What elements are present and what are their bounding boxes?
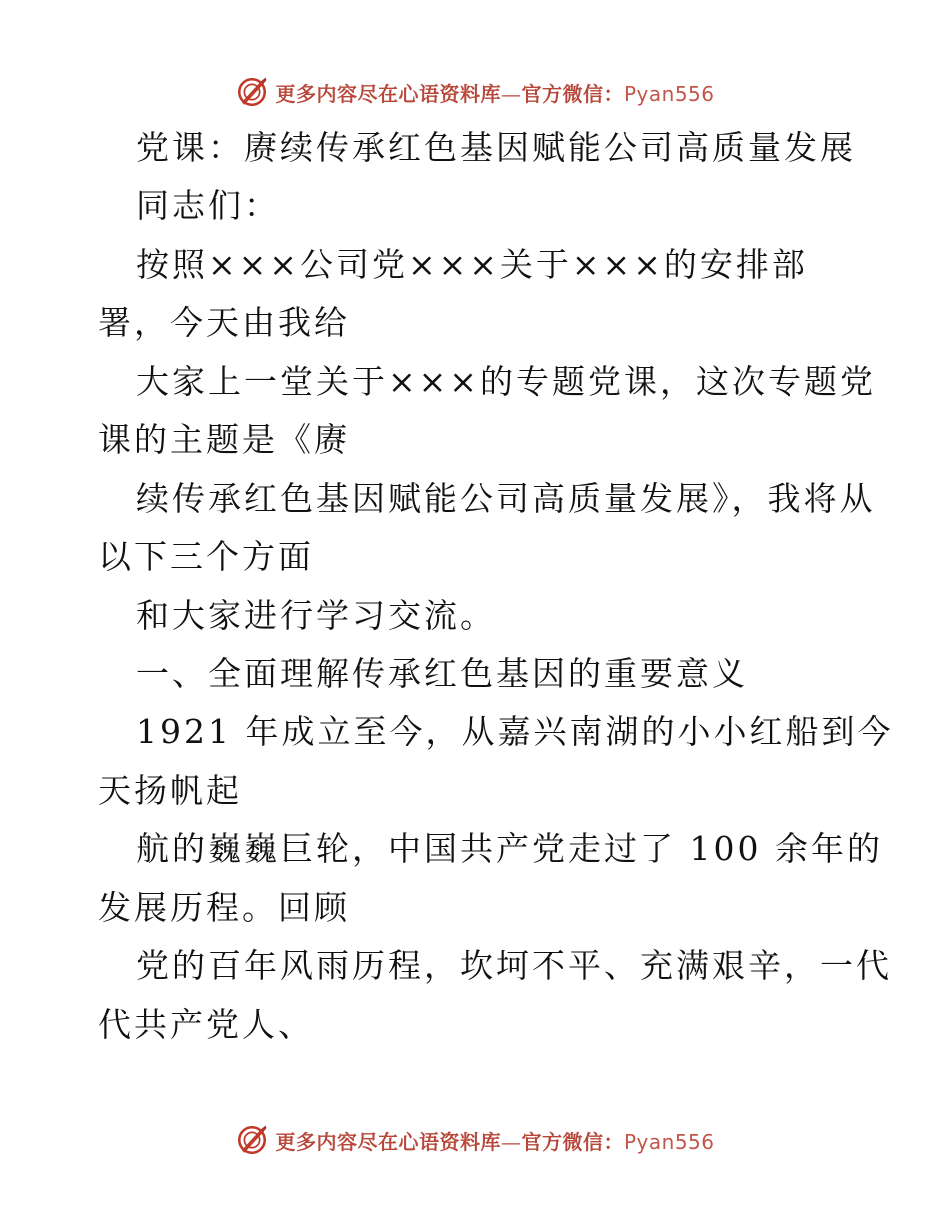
quill-pen-logo-icon [235, 1123, 269, 1157]
paragraph-line: 续传承红色基因赋能公司高质量发展》，我将从 [136, 479, 876, 518]
watermark-text [275, 1126, 714, 1155]
paragraph-line: 发展历程。回顾 [98, 888, 350, 927]
watermark-text [275, 78, 714, 107]
paragraph-line: 天扬帆起 [98, 771, 242, 810]
header-watermark [0, 72, 950, 112]
paragraph-line: 课的主题是《赓 [98, 420, 350, 459]
watermark-wechat-id: Pyan556 [623, 81, 715, 106]
watermark-separator: — [500, 1129, 522, 1154]
watermark-site-text: 更多内容尽在心语资料库 [275, 81, 501, 106]
paragraph-line: 和大家进行学习交流。 [136, 596, 496, 635]
watermark-site-text: 更多内容尽在心语资料库 [275, 1129, 501, 1154]
paragraph-line: 以下三个方面 [98, 537, 314, 576]
document-title: 党课：赓续传承红色基因赋能公司高质量发展 [136, 128, 856, 167]
paragraph-line: 航的巍巍巨轮，中国共产党走过了 100 余年的 [136, 829, 883, 868]
paragraph-line: 署，今天由我给 [98, 303, 350, 342]
paragraph-line: 党的百年风雨历程，坎坷不平、充满艰辛，一代 [136, 946, 892, 985]
watermark-wechat-label: 官方微信： [521, 81, 624, 106]
footer-watermark [0, 1120, 950, 1160]
paragraph-line: 按照×××公司党×××关于×××的安排部 [136, 245, 808, 284]
watermark-separator: — [500, 81, 522, 106]
quill-pen-logo-icon [235, 75, 269, 109]
watermark-wechat-label: 官方微信： [521, 1129, 624, 1154]
salutation: 同志们： [136, 186, 280, 225]
paragraph-line: 代共产党人、 [98, 1005, 314, 1044]
paragraph-line: 1921 年成立至今，从嘉兴南湖的小小红船到今 [136, 712, 894, 751]
section-heading: 一、全面理解传承红色基因的重要意义 [136, 654, 748, 693]
watermark-wechat-id: Pyan556 [623, 1129, 715, 1154]
paragraph-line: 大家上一堂关于×××的专题党课，这次专题党 [136, 362, 876, 401]
